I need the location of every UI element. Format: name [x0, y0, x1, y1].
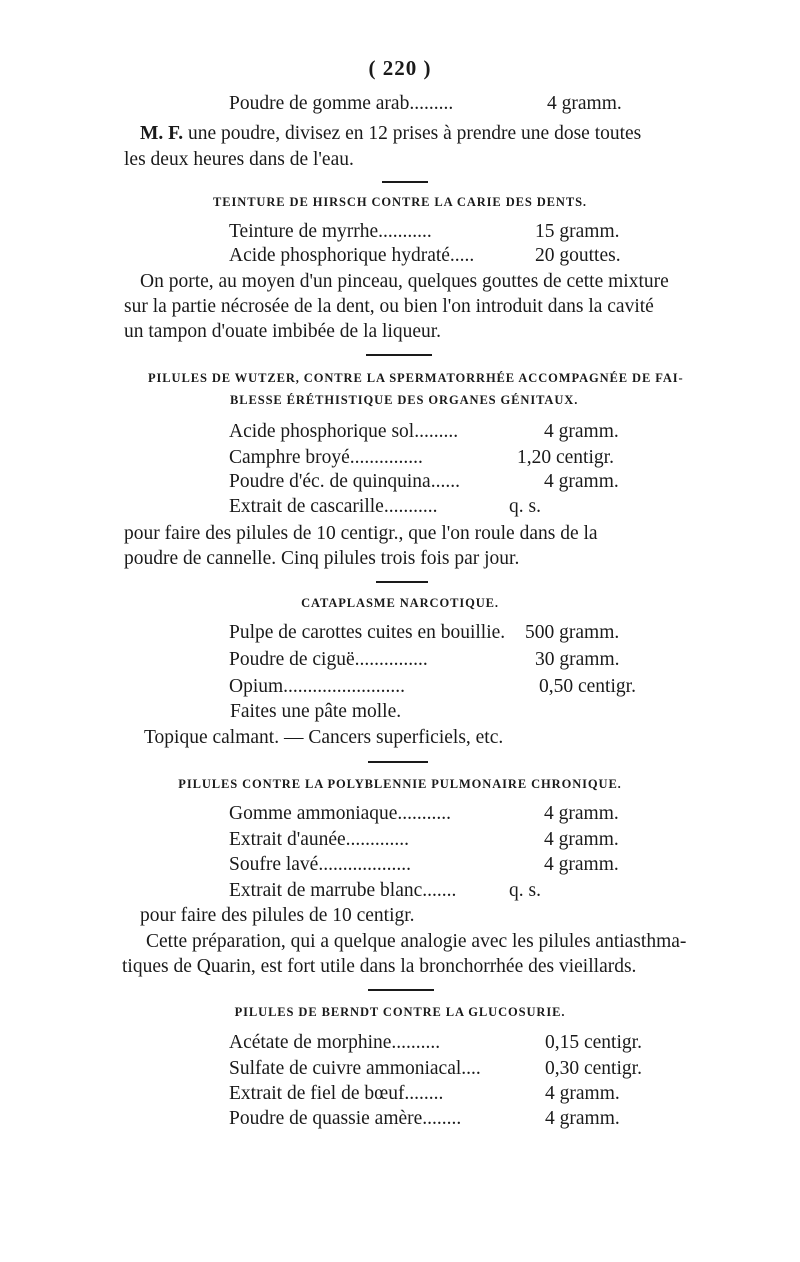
paragraph-line: un tampon d'ouate imbibée de la liqueur.: [124, 321, 442, 342]
instruction-line: Faites une pâte molle.: [230, 701, 402, 722]
instruction-line: Topique calmant. — Cancers superficiels, etc.: [144, 727, 504, 748]
ingredient-name: Extrait d'aunée.............: [229, 829, 410, 850]
ingredient-dose: 20 gouttes.: [535, 245, 621, 266]
ingredient-dose: 4 gramm.: [544, 471, 619, 492]
paragraph-line: pour faire des pilules de 10 centigr.: [140, 905, 415, 926]
section-divider: [368, 761, 428, 763]
section-title: PILULES DE WUTZER, CONTRE LA SPERMATORRHÉE ACCOMPAGNÉE DE FAI-: [148, 371, 684, 385]
ingredient-name: Poudre de ciguë...............: [229, 649, 428, 670]
ingredient-dose: 4 gramm.: [545, 1083, 620, 1104]
ingredient-dose: 4 gramm.: [544, 829, 619, 850]
paragraph-line: On porte, au moyen d'un pinceau, quelques gouttes de cette mixture: [140, 271, 669, 292]
ingredient-dose: 4 gramm.: [544, 854, 619, 875]
ingredient-name: Extrait de fiel de bœuf........: [229, 1083, 444, 1104]
ingredient-dose: 4 gramm.: [544, 421, 619, 442]
ingredient-dose: 4 gramm.: [547, 93, 622, 114]
section-divider: [368, 989, 434, 991]
section-divider: [376, 581, 428, 583]
ingredient-name: Poudre de gomme arab.........: [229, 93, 454, 114]
page-number: ( 220 ): [368, 56, 432, 80]
ingredient-dose: 0,50 centigr.: [539, 676, 636, 697]
paragraph-line: sur la partie nécrosée de la dent, ou bien l'on introduit dans la cavité: [124, 296, 654, 317]
ingredient-name: Extrait de marrube blanc.......: [229, 880, 457, 901]
paragraph-line: Cette préparation, qui a quelque analogie avec les pilules antiasthma-: [146, 931, 687, 952]
ingredient-dose: q. s.: [509, 880, 541, 901]
ingredient-name: Camphre broyé...............: [229, 447, 423, 468]
mf-abbrev: M. F.: [140, 123, 184, 144]
paragraph-line: poudre de cannelle. Cinq pilules trois fois par jour.: [124, 548, 520, 569]
ingredient-name: Acide phosphorique sol.........: [229, 421, 459, 442]
section-title: PILULES CONTRE LA POLYBLENNIE PULMONAIRE CHRONIQUE.: [178, 777, 622, 791]
ingredient-dose: 1,20 centigr.: [517, 447, 614, 468]
paragraph-text: une poudre, divisez en 12 prises à prendre une dose toutes: [183, 123, 642, 144]
section-divider: [382, 181, 428, 183]
section-title: PILULES DE BERNDT CONTRE LA GLUCOSURIE.: [234, 1005, 566, 1019]
paragraph-line: tiques de Quarin, est fort utile dans la bronchorrhée des vieillards.: [122, 956, 637, 977]
ingredient-dose: 0,15 centigr.: [545, 1032, 642, 1053]
ingredient-name: Poudre de quassie amère........: [229, 1108, 462, 1129]
ingredient-name: Opium.........................: [229, 676, 406, 697]
ingredient-name: Gomme ammoniaque...........: [229, 803, 452, 824]
ingredient-dose: q. s.: [509, 496, 541, 517]
section-title: TEINTURE DE HIRSCH CONTRE LA CARIE DES DENTS.: [213, 195, 587, 209]
ingredient-dose: 4 gramm.: [544, 803, 619, 824]
paragraph-line: pour faire des pilules de 10 centigr., que l'on roule dans de la: [124, 523, 598, 544]
section-title: CATAPLASME NARCOTIQUE.: [301, 596, 499, 610]
paragraph-line: [140, 122, 700, 146]
ingredient-dose: 500 gramm.: [525, 622, 620, 643]
ingredient-name: Acide phosphorique hydraté.....: [229, 245, 475, 266]
paragraph-line: les deux heures dans de l'eau.: [124, 149, 354, 170]
ingredient-name: Teinture de myrrhe...........: [229, 221, 432, 242]
ingredient-name: Poudre d'éc. de quinquina......: [229, 471, 460, 492]
section-divider: [366, 354, 432, 356]
ingredient-dose: 15 gramm.: [535, 221, 620, 242]
ingredient-dose: 4 gramm.: [545, 1108, 620, 1129]
ingredient-name: Soufre lavé...................: [229, 854, 411, 875]
ingredient-name: Extrait de cascarille...........: [229, 496, 438, 517]
ingredient-dose: 0,30 centigr.: [545, 1058, 642, 1079]
section-title-continued: BLESSE ÉRÉTHISTIQUE DES ORGANES GÉNITAUX.: [230, 393, 579, 407]
ingredient-dose: 30 gramm.: [535, 649, 620, 670]
ingredient-name: Acétate de morphine..........: [229, 1032, 441, 1053]
ingredient-name: Sulfate de cuivre ammoniacal....: [229, 1058, 481, 1079]
ingredient-name: Pulpe de carottes cuites en bouillie.: [229, 622, 506, 643]
